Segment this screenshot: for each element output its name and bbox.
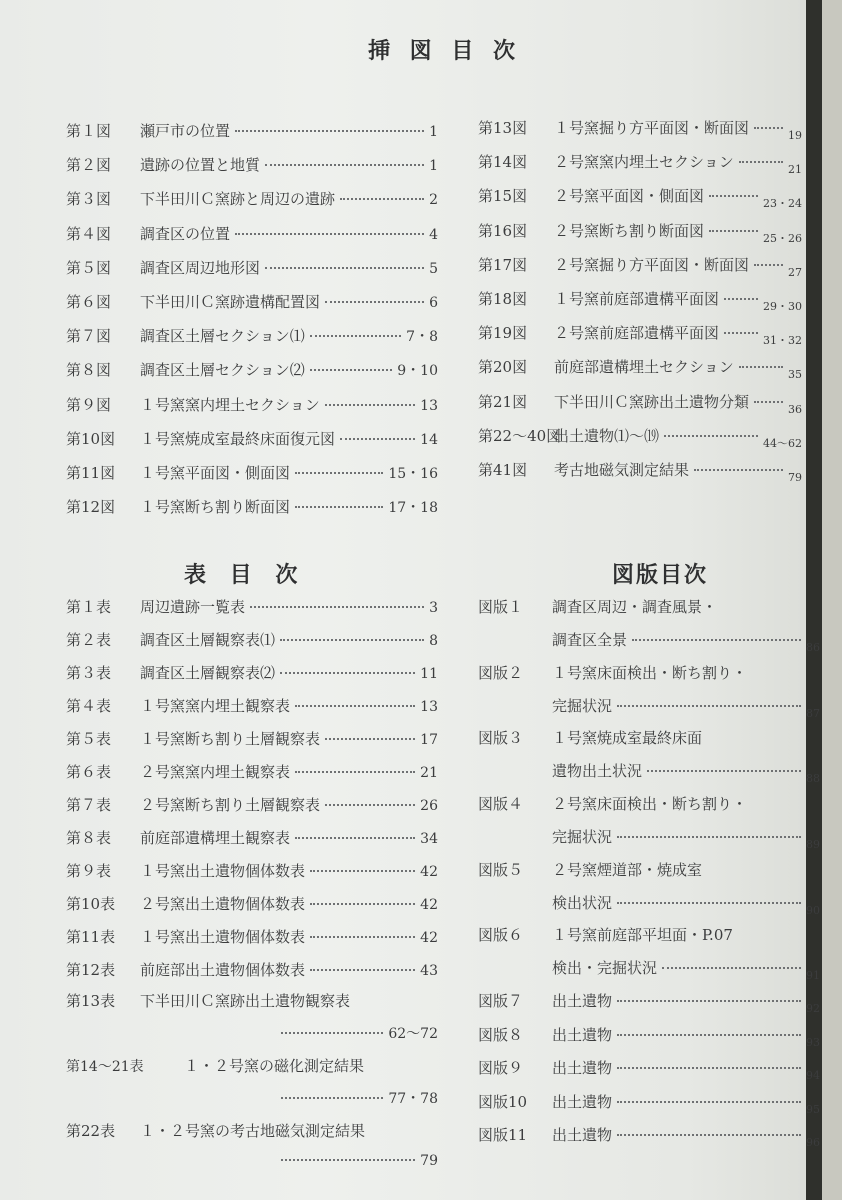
entry-title-line — [478, 924, 820, 957]
entry-title: ２号窯前庭部遺構平面図 — [554, 324, 720, 343]
entry-title: 下半田川Ｃ窯跡遺構配置図 — [140, 292, 321, 311]
toc-entry — [66, 223, 438, 257]
page-number: 6 — [429, 294, 438, 311]
entry-title: １号窯掘り方平面図・断面図 — [554, 119, 750, 137]
entry-number: 図版８ — [478, 1025, 524, 1044]
entry-title: 出土遺物 — [552, 1092, 613, 1111]
leader-dots — [281, 1097, 383, 1099]
leader-dots — [281, 1032, 383, 1034]
toc-entry — [66, 1055, 438, 1120]
leader-dots — [664, 435, 758, 437]
entry-page-line — [66, 1088, 438, 1120]
entry-title: 考古地磁気測定結果 — [554, 460, 690, 479]
toc-entry — [66, 860, 438, 893]
plate-entry — [478, 793, 820, 859]
page-number: 14 — [420, 431, 438, 448]
entry-title: 前庭部遺構埋土セクション — [554, 358, 734, 377]
entry-title: ２号窯平面図・側面図 — [554, 187, 705, 206]
page-number: 35 — [788, 368, 802, 382]
leader-dots — [724, 332, 758, 334]
entry-number: 第19図 — [478, 324, 528, 343]
toc-entry — [66, 359, 438, 393]
entry-number: 第16図 — [478, 221, 528, 240]
entry-title-cont: 遺物出土状況 — [552, 762, 643, 781]
toc-entry — [66, 1120, 438, 1185]
toc-entry — [478, 322, 802, 356]
leader-dots — [724, 298, 758, 300]
leader-dots — [617, 1034, 801, 1036]
entry-title: ２号窯煙道部・焼成室 — [552, 860, 703, 879]
entry-number: 図版４ — [478, 795, 524, 814]
leader-dots — [617, 1067, 801, 1069]
page-number: 7・8 — [406, 329, 438, 346]
entry-title: 前庭部遺構埋土観察表 — [140, 829, 291, 847]
page-number: 31・32 — [763, 334, 802, 348]
entry-number: 図版９ — [478, 1059, 524, 1077]
leader-dots — [617, 902, 801, 904]
tables-list-long — [66, 990, 438, 1185]
entry-number: 第22～40図 — [478, 426, 562, 445]
page-number: 1 — [429, 124, 438, 140]
tables-list — [66, 596, 438, 992]
leader-dots — [235, 233, 424, 235]
page-number: 42 — [420, 897, 438, 913]
page-number: 15・16 — [388, 465, 438, 482]
entry-number: 第３表 — [66, 664, 112, 682]
entry-title-cont: 完掘状況 — [552, 696, 613, 715]
entry-title: 下半田川Ｃ窯跡出土遺物分類 — [554, 392, 750, 411]
tables-heading: 表 目 次 — [184, 562, 306, 588]
entry-number: 第９図 — [66, 395, 112, 414]
page-number: 8 — [429, 633, 438, 649]
entry-title-line — [66, 1055, 438, 1088]
entry-number: 第41図 — [478, 460, 528, 479]
entry-title: １号窯前庭部平坦面・P.07 — [552, 926, 733, 945]
entry-page-line — [66, 1023, 438, 1055]
leader-dots — [617, 1134, 801, 1136]
leader-dots — [617, 705, 801, 707]
leader-dots — [647, 770, 801, 772]
toc-entry — [66, 794, 438, 827]
toc-entry — [478, 1057, 820, 1091]
leader-dots — [709, 230, 758, 232]
entry-number: 第11表 — [66, 928, 116, 946]
leader-dots — [632, 639, 801, 641]
page-number: 21 — [420, 765, 438, 781]
toc-entry — [66, 662, 438, 695]
entry-number: 第４図 — [66, 224, 112, 243]
toc-entry — [478, 117, 802, 151]
page-number: 79 — [420, 1153, 438, 1169]
plates-list-single — [478, 990, 820, 1158]
leader-dots — [310, 903, 415, 905]
plate-entry — [478, 859, 820, 925]
entry-title: 周辺遺跡一覧表 — [140, 598, 246, 616]
leader-dots — [280, 639, 424, 641]
entry-title-line — [478, 793, 820, 826]
entry-number: 第６表 — [66, 763, 112, 781]
page-number: 11 — [420, 666, 438, 682]
entry-title: 調査区土層セクション⑵ — [140, 361, 305, 380]
entry-number: 第８表 — [66, 829, 112, 847]
entry-title: 調査区の位置 — [140, 224, 231, 243]
toc-entry — [478, 288, 802, 322]
entry-page-line — [66, 1153, 438, 1185]
toc-entry — [478, 220, 802, 254]
entry-title-line — [478, 662, 820, 695]
entry-number: 図版２ — [478, 663, 524, 682]
plates-heading: 図版目次 — [612, 562, 709, 588]
entry-title-line — [478, 727, 820, 760]
page-number: 43 — [420, 963, 438, 979]
entry-number: 第２図 — [66, 156, 112, 175]
entry-number: 第７図 — [66, 327, 112, 346]
entry-title: 遺跡の位置と地質 — [140, 156, 261, 175]
entry-title: 出土遺物 — [552, 1126, 613, 1144]
page-number: 36 — [788, 402, 802, 416]
figures-heading: 挿 図 目 次 — [368, 38, 521, 64]
entry-number: 第21図 — [478, 392, 528, 411]
page-number: 21 — [788, 163, 802, 177]
entry-number: 図版５ — [478, 860, 524, 879]
leader-dots — [754, 264, 783, 266]
toc-entry — [66, 291, 438, 325]
toc-entry — [478, 356, 802, 390]
entry-number: 第17図 — [478, 255, 528, 274]
leader-dots — [325, 738, 415, 740]
toc-entry — [478, 254, 802, 288]
entry-title: １号窯出土遺物個体数表 — [140, 862, 306, 880]
entry-title: 出土遺物⑴～⒆ — [554, 426, 660, 445]
plate-entry — [478, 924, 820, 990]
entry-title-cont: 調査区全景 — [552, 631, 628, 649]
toc-entry — [478, 151, 802, 185]
entry-title: １号窯平面図・側面図 — [140, 463, 291, 482]
entry-title: ２号窯出土遺物個体数表 — [140, 895, 306, 913]
toc-entry — [66, 695, 438, 728]
page-number: 26 — [420, 798, 438, 814]
page-number: 87 — [806, 706, 820, 720]
entry-title: １号窯断ち割り土層観察表 — [140, 730, 321, 748]
page-number: 4 — [429, 226, 438, 243]
entry-number: 第14図 — [478, 153, 528, 172]
entry-title: 調査区周辺地形図 — [140, 258, 261, 277]
entry-title-line — [66, 990, 438, 1023]
toc-entry — [66, 325, 438, 359]
entry-number: 第11図 — [66, 463, 116, 482]
entry-number: 第７表 — [66, 796, 112, 814]
entry-number: 第３図 — [66, 190, 112, 209]
leader-dots — [235, 130, 424, 132]
entry-title: １号窯焼成室最終床面復元図 — [140, 429, 336, 448]
entry-title: １号窯断ち割り断面図 — [140, 498, 291, 517]
entry-number: 図版１ — [478, 598, 524, 616]
entry-title: ２号窯断ち割り断面図 — [554, 221, 705, 240]
entry-title: 下半田川Ｃ窯跡と周辺の遺跡 — [140, 190, 336, 209]
toc-entry — [66, 394, 438, 428]
entry-title: 下半田川Ｃ窯跡出土遺物観察表 — [140, 992, 351, 1010]
toc-entry — [66, 827, 438, 860]
entry-page-line — [478, 892, 820, 924]
leader-dots — [340, 438, 415, 440]
leader-dots — [265, 164, 424, 166]
entry-title: ２号窯床面検出・断ち割り・ — [552, 795, 748, 814]
entry-page-line — [478, 695, 820, 727]
entry-number: 第１図 — [66, 122, 112, 140]
page-edge — [822, 0, 842, 1200]
page-number: 27 — [788, 265, 802, 279]
page-number: 93 — [806, 1035, 820, 1049]
page-number: 96 — [806, 1136, 820, 1149]
toc-entry — [66, 728, 438, 761]
entry-title: 前庭部出土遺物個体数表 — [140, 961, 306, 979]
page-number: 94 — [806, 1069, 820, 1082]
entry-number: 第20図 — [478, 358, 528, 377]
figures-list-left — [66, 120, 438, 530]
page-number: 86 — [806, 641, 820, 654]
leader-dots — [340, 198, 424, 200]
leader-dots — [694, 469, 783, 471]
entry-number: 第６図 — [66, 292, 112, 311]
toc-entry — [66, 761, 438, 794]
entry-number: 第15図 — [478, 187, 528, 206]
leader-dots — [310, 870, 415, 872]
entry-number: 第５図 — [66, 258, 112, 277]
entry-page-line — [478, 760, 820, 792]
page-number: 13 — [420, 699, 438, 715]
toc-entry — [478, 1091, 820, 1125]
entry-title: ２号窯掘り方平面図・断面図 — [554, 255, 750, 274]
toc-entry — [66, 596, 438, 629]
leader-dots — [295, 771, 415, 773]
leader-dots — [617, 1000, 801, 1002]
entry-title: 出土遺物 — [552, 992, 613, 1010]
leader-dots — [709, 195, 758, 197]
leader-dots — [662, 967, 801, 969]
page-number: 91 — [806, 969, 820, 983]
entry-page-line — [478, 957, 820, 989]
figures-list-right — [478, 117, 802, 493]
entry-page-line — [478, 629, 820, 661]
toc-entry — [66, 926, 438, 959]
leader-dots — [295, 472, 383, 474]
entry-title: 調査区周辺・調査風景・ — [552, 598, 718, 616]
leader-dots — [617, 836, 801, 838]
page-number: 9・10 — [397, 363, 438, 380]
entry-number: 第４表 — [66, 697, 112, 715]
page-number: 95 — [806, 1102, 820, 1116]
page-number: 42 — [420, 930, 438, 946]
toc-entry — [66, 257, 438, 291]
toc-entry — [66, 120, 438, 154]
entry-title: １号窯床面検出・断ち割り・ — [552, 663, 748, 682]
entry-number: 第22表 — [66, 1122, 116, 1140]
entry-title: １号窯出土遺物個体数表 — [140, 928, 306, 946]
entry-title: 調査区土層観察表⑴ — [140, 631, 276, 649]
page-number: 44～62 — [763, 436, 802, 450]
leader-dots — [295, 837, 415, 839]
page-number: 92 — [806, 1002, 820, 1015]
entry-number: 図版７ — [478, 992, 524, 1010]
leader-dots — [617, 1101, 801, 1103]
plate-entry — [478, 596, 820, 662]
leader-dots — [325, 804, 415, 806]
toc-entry — [66, 893, 438, 926]
entry-title: １・２号窯の磁化測定結果 — [184, 1057, 365, 1075]
leader-dots — [754, 127, 783, 129]
page-number: 79 — [788, 470, 802, 484]
page-number: 5 — [429, 260, 438, 277]
page-number: 1 — [429, 158, 438, 175]
page-number: 29・30 — [763, 299, 802, 313]
leader-dots — [310, 936, 415, 938]
entry-title-cont: 完掘状況 — [552, 828, 613, 847]
entry-title-cont: 検出・完掘状況 — [552, 959, 658, 978]
entry-title: ２号窯断ち割り土層観察表 — [140, 796, 321, 814]
page-number: 13 — [420, 397, 438, 414]
page-number: 2 — [429, 192, 438, 209]
entry-title-line — [478, 596, 820, 629]
entry-title: １号窯前庭部遺構平面図 — [554, 289, 720, 308]
toc-entry — [478, 1124, 820, 1158]
toc-entry — [66, 959, 438, 992]
entry-title: ２号窯窯内埋土セクション — [554, 153, 734, 172]
toc-entry — [478, 391, 802, 425]
leader-dots — [325, 301, 424, 303]
entry-number: 第13表 — [66, 992, 116, 1010]
leader-dots — [265, 267, 424, 269]
plate-entry — [478, 727, 820, 793]
entry-title: 出土遺物 — [552, 1025, 613, 1044]
entry-number: 図版３ — [478, 729, 524, 748]
leader-dots — [281, 1159, 415, 1161]
entry-number: 第５表 — [66, 730, 112, 748]
toc-entry — [66, 428, 438, 462]
page-number: 17・18 — [388, 500, 438, 517]
entry-number: 第10図 — [66, 429, 116, 448]
leader-dots — [754, 401, 783, 403]
entry-title: １号窯窯内埋土セクション — [140, 395, 320, 414]
entry-number: 第13図 — [478, 119, 528, 137]
entry-number: 第10表 — [66, 895, 116, 913]
entry-number: 第８図 — [66, 361, 112, 380]
toc-entry — [66, 990, 438, 1055]
leader-dots — [280, 672, 415, 674]
toc-entry — [66, 496, 438, 530]
leader-dots — [325, 404, 415, 406]
page-number: 19 — [788, 129, 802, 142]
entry-title: １号窯焼成室最終床面 — [552, 729, 703, 748]
entry-number: 図版10 — [478, 1092, 528, 1111]
toc-entry — [66, 629, 438, 662]
toc-entry — [478, 990, 820, 1024]
toc-entry — [478, 425, 802, 459]
toc-entry — [66, 188, 438, 222]
plates-list — [478, 596, 820, 990]
entry-number: 第14～21表 — [66, 1059, 144, 1075]
leader-dots — [310, 969, 415, 971]
page-number: 3 — [429, 600, 438, 616]
toc-entry — [478, 185, 802, 219]
entry-number: 第18図 — [478, 289, 528, 308]
entry-number: 第12表 — [66, 961, 116, 979]
leader-dots — [295, 506, 383, 508]
leader-dots — [310, 335, 401, 337]
leader-dots — [739, 161, 783, 163]
page-number: 23・24 — [763, 197, 802, 211]
toc-entry — [478, 459, 802, 493]
entry-title: １号窯窯内埋土観察表 — [140, 697, 291, 715]
entry-title: 調査区土層観察表⑵ — [140, 664, 276, 682]
toc-entry — [66, 462, 438, 496]
entry-title: １・２号窯の考古地磁気測定結果 — [140, 1122, 366, 1140]
page-number: 34 — [420, 831, 438, 847]
leader-dots — [739, 366, 783, 368]
page-number: 62～72 — [388, 1026, 438, 1042]
leader-dots — [310, 369, 393, 371]
plate-entry — [478, 662, 820, 728]
entry-title: 調査区土層セクション⑴ — [140, 327, 305, 346]
entry-number: 第９表 — [66, 862, 112, 880]
entry-title: 瀬戸市の位置 — [140, 122, 231, 140]
page-number: 90 — [806, 903, 820, 917]
entry-title: 出土遺物 — [552, 1059, 613, 1077]
entry-title: ２号窯窯内埋土観察表 — [140, 763, 291, 781]
page-number: 17 — [420, 732, 438, 748]
entry-title-line — [66, 1120, 438, 1153]
leader-dots — [295, 705, 415, 707]
page-number: 88 — [806, 772, 820, 786]
page-number: 25・26 — [763, 231, 802, 245]
toc-entry — [66, 154, 438, 188]
page-number: 42 — [420, 864, 438, 880]
entry-title-line — [478, 859, 820, 892]
entry-number: 図版６ — [478, 926, 524, 945]
entry-number: 第２表 — [66, 631, 112, 649]
entry-number: 第12図 — [66, 498, 116, 517]
entry-number: 第１表 — [66, 598, 112, 616]
page-number: 77・78 — [388, 1091, 438, 1107]
entry-page-line — [478, 826, 820, 858]
page-number: 89 — [806, 838, 820, 852]
leader-dots — [250, 606, 424, 608]
entry-number: 図版11 — [478, 1126, 528, 1144]
entry-title-cont: 検出状況 — [552, 893, 613, 912]
toc-entry — [478, 1024, 820, 1058]
